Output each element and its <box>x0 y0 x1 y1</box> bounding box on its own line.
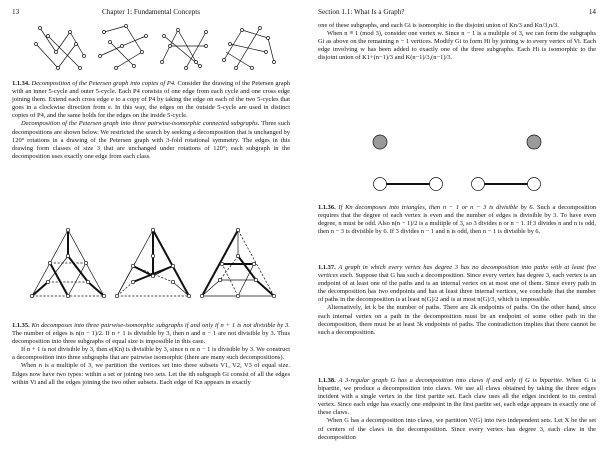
paragraph: Three such decompositions are shown below. We restricted the search by seeking a decomposition that is unchanged by 120° rotations in a drawing of the Petersen graph with 3-fold rotational symmetry. The edges in this drawing form classes of size 3 that are unchanged under rotations of 120°; each subgraph in the decomposition uses exactly one edge from each class. <box>12 120 290 160</box>
right-running-header <box>318 7 596 17</box>
paragraph: Suppose that G has such a decomposition. Since every vertex has degree 3, each vertex is an endpoint of at least one of the paths and is an internal vertex on at most one of them. Since every path in the decomposition has two endpoints and has at least three internal vertices, we conclude that the number of paths in the decomposition is at least n(G)/2 and is at most n(G)/3, which is impossible. <box>318 272 597 304</box>
paragraph: Consider the drawing of the Petersen graph with an inner 5-cycle and outer 5-cycle. Each P4 consists of one edge from each cycle and one cross edge joining them. Extend each cross edge e to a copy of P4 by taking the edge on each of the two 5-cycles that goes in a clockwise direction from e. In this way, the edges on the outside 5-cycle are used in distinct copies of P4, and the same holds for the edges on the inside 5-cycle. <box>12 80 291 120</box>
left-running-header <box>12 7 290 17</box>
exercise-1-1-35 <box>12 322 290 387</box>
paragraph: The number of edges is n(n − 1)/2. If n + 1 is divisible by 3, then n and n − 1 are not divisible by 3. Thus decomposition into three subgraphs of equal size is impossible in this case. <box>12 330 290 346</box>
exercise-number: 1.1.34. <box>12 80 30 87</box>
k1-components <box>373 135 541 149</box>
triangle-decomposition-figure <box>362 130 552 196</box>
left-page-number: 13 <box>12 8 20 16</box>
exercise-1-1-37 <box>318 264 596 337</box>
p4-decomposition-figure <box>30 22 280 74</box>
paragraph: If n + 1 is not divisible by 3, then e(Kn) is divisible by 3, since n or n − 1 is divisible by 3. We construct a decomposition into three subgraphs that are pairwise isomorphic (there are many such decompositions). <box>12 346 290 362</box>
exercise-number: 1.1.36. <box>318 204 336 211</box>
p4-copy-3 <box>162 30 206 68</box>
exercise-1-1-34 <box>12 80 290 161</box>
exercise-statement: A 3-regular graph G has a decomposition into claws if and only if G is bipartite. <box>338 377 564 384</box>
paragraph: When G has a decomposition into claws, we partition V(G) into two independent sets. Let X be the set of centers of the claws in the decomposition. Since every vertex has degree 3, each claw in the decomposition <box>318 417 596 441</box>
exercise-statement: Kn decomposes into three pairwise-isomorphic subgraphs if and only if n + 1 is not divisible by 3. <box>31 322 291 329</box>
left-running-title: Chapter 1: Fundamental Concepts <box>101 8 200 16</box>
edge-components <box>374 178 541 191</box>
exercise-subtitle: Decomposition of the Petersen graph into three pairwise-isomorphic connected subgraphs. <box>21 120 260 128</box>
p4-copy-1 <box>36 28 84 68</box>
right-page-number: 14 <box>588 8 596 16</box>
exercise-number: 1.1.37. <box>318 264 336 271</box>
petersen-drawing-1 <box>30 228 105 297</box>
petersen-drawing-3 <box>200 228 275 297</box>
continued-text <box>318 22 596 62</box>
exercise-statement: A graph in which every vertex has degree 3 has no decomposition into paths with at least five vertices each. <box>318 264 596 280</box>
left-page <box>12 0 290 473</box>
p4-copy-4 <box>224 28 274 68</box>
paragraph: Such a decomposition requires that the degree of each vertex is even and the number of edges is divisible by 3. To have even degree, n must be odd. Also n(n − 1)/2 is a multiple of 3, so 3 divides n or n − 1. If 3 divides n and n is odd, then n − 3 is divisible by 6. If 3 divides n − 1 and n is odd, then n − 1 is divisible by 6. <box>318 204 597 236</box>
exercise-statement: If Kn decomposes into triangles, then n − 1 or n − 3 is divisible by 6. <box>338 204 535 211</box>
paragraph: Alternatively, let k be the number of paths. There are 2k endpoints of paths. On the other hand, since each internal vertex on a path in the decomposition must be an endpoint of some other path in the decomposition, there must be at least 3k endpoints of paths. The contradiction implies that there cannot be such a decomposition. <box>318 304 596 336</box>
exercise-number: 1.1.35. <box>12 322 30 329</box>
petersen-drawing-2 <box>115 228 190 297</box>
paragraph: one of these subgraphs, and each Gi is isomorphic to the disjoint union of Kn/3 and Kn/3,n/3. <box>318 22 559 29</box>
right-page <box>318 0 596 473</box>
paragraph: When n ≡ 1 (mod 3), consider one vertex w. Since n − 1 is a multiple of 3, we can form the subgraphs Gi as above on the remaining n − 1 vertices. Modify Gi to form Hi by joining w to every vertex of Vi. Each edge involving w has been added to exactly one of the three subgraphs. Each Hi is isomorphic to the disjoint union of K1+(n−1)/3 and K(n−1)/3,(n−1)/3. <box>318 30 596 62</box>
exercise-number: 1.1.38. <box>318 377 336 384</box>
exercise-1-1-38 <box>318 377 596 442</box>
paragraph: When n is a multiple of 3, we partition the vertices set into three subsets V1, V2, V3 of equal size. Edges now have two types: within a set or joining two sets. Let the ith subgraph Gi consist of all the edges within Vi and all the edges joining the two other subsets. Each edge of Kn appears in exactly <box>12 362 290 386</box>
right-running-title: Section 1.1: What Is a Graph? <box>318 8 405 16</box>
petersen-decompositions-figure <box>28 226 278 318</box>
exercise-statement: Decomposition of the Petersen graph into copies of P4. <box>31 80 176 87</box>
exercise-1-1-36 <box>318 204 596 236</box>
paragraph: When G is bipartite, we produce a decomposition into claws. We use all claws obtained by taking the three edges incident with a single vertex in the first partite set. Each claw uses all the edges incident to its central vertex. Since each edge has exactly one endpoint in the first partite set, each edge appears in exactly one of these claws. <box>318 377 596 417</box>
